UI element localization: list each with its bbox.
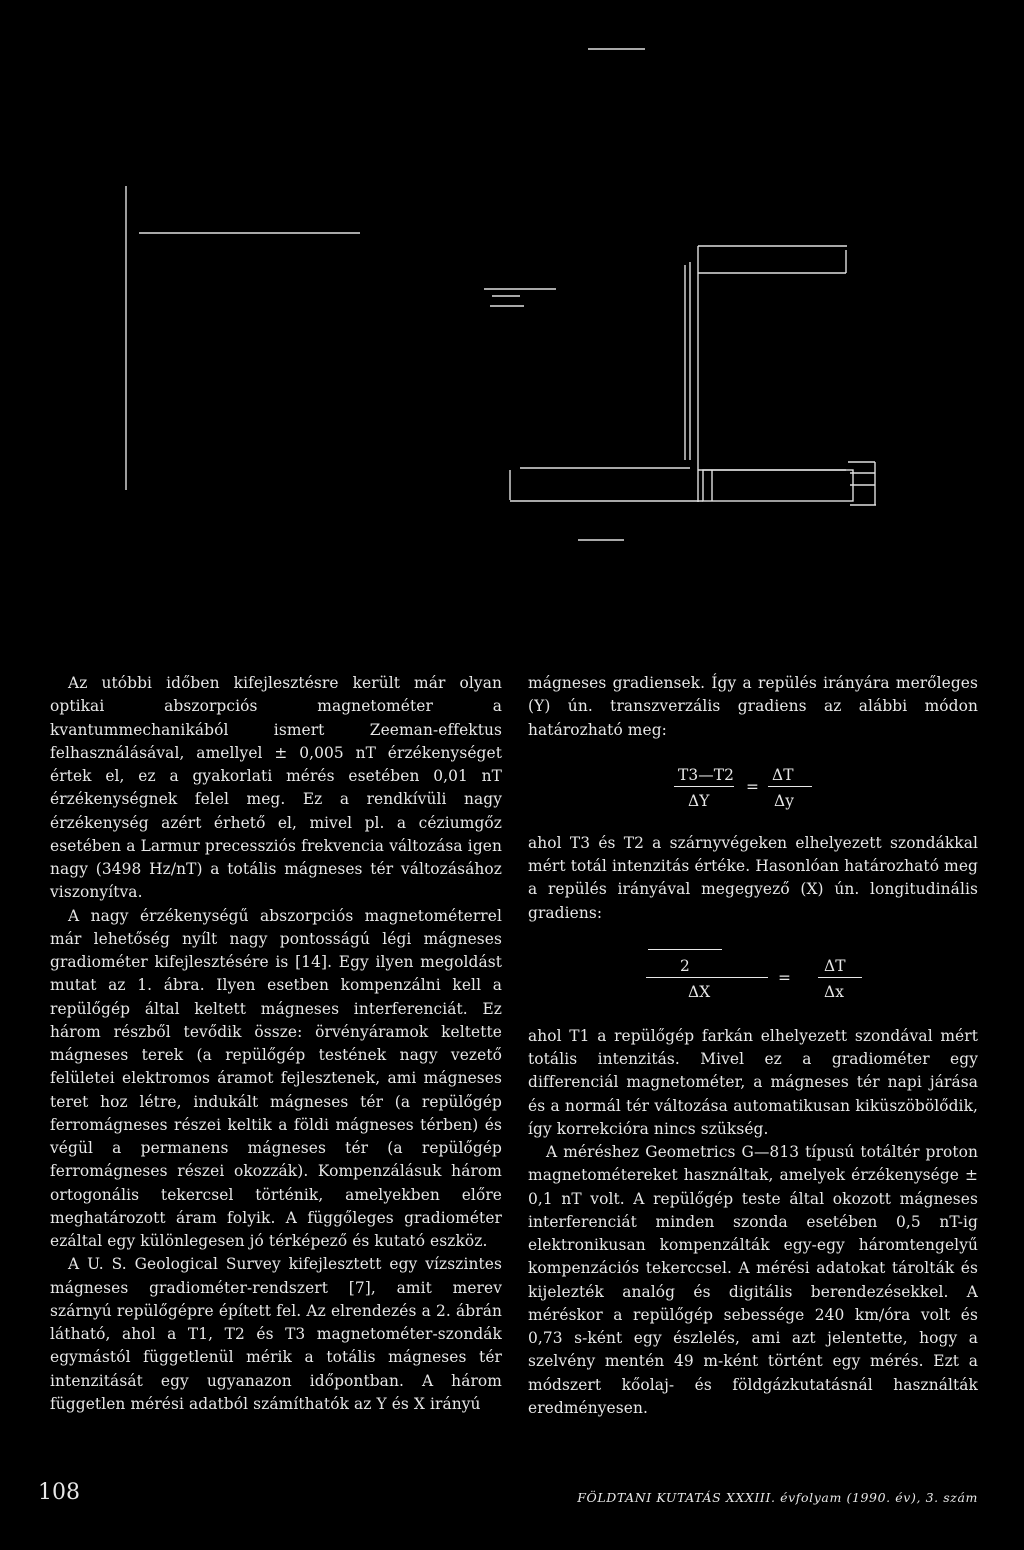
fraction-bar [674,786,734,787]
formula-denominator: Δx [824,982,844,1001]
figure-diagram [0,0,1024,640]
figure-box [703,470,853,501]
formula-equals: = [746,777,759,796]
formula-denominator: Δy [774,791,795,810]
formula-equals: = [778,968,791,987]
formula-denominator: ΔY [688,791,710,810]
paragraph: A méréshez Geometrics G—813 típusú totáltér proton magnetométereket használtak, amelyek érzékenysége ± 0,1 nT volt. A repülőgép teste által okozott mágneses interferenciát minden szonda esetében 0,5 nT-ig elektronikusan kompenzálták egy-egy háromtengelyű kompenzációs tekerccsel. A mérési adatokat tárolták és kijelezték analóg és digitális berendezésekkel. A méréskor a repülőgép sebessége 240 km/óra volt és 0,73 s-ként egy észlelés, ami azt jelentette, hogy a szelvény mentén 49 m-ként történt egy mérés. Ezt a módszert kőolaj- és földgázkutatásnál használták eredményesen. [528,1143,978,1417]
paragraph: ahol T1 a repülőgép farkán elhelyezett szondával mért totális intenzitás. Mivel ez a gradiométer egy differenciál magnetométer, a mágneses tér napi járása és a normál tér változása automatikusan kiküszöbölődik, így korrekcióra nincs szükség. [528,1026,978,1138]
longitudinal-gradient-formula [528,945,978,1019]
paragraph: mágneses gradiensek. Így a repülés irányára merőleges (Y) ún. transzverzális gradiens az alábbi módon határozható meg: [528,674,978,739]
formula-numerator: 2 [680,956,690,975]
paragraph: ahol T3 és T2 a szárnyvégeken elhelyezett szondákkal mért totál intenzitás értéke. Hasonlóan határozható meg a repülés irányával megegyező (X) ún. longitudinális gradiens: [528,833,978,922]
journal-citation: FÖLDTANI KUTATÁS XXXIII. évfolyam (1990. év), 3. szám [577,1490,978,1505]
paragraph: A U. S. Geological Survey kifejlesztett egy vízszintes mágneses gradiométer-rendszert [7], amit merev szárnyú repülőgépre épített fel. Az elrendezés a 2. ábrán látható, ahol a T1, T2 és T3 magnetométer-szondák egymástól függetlenül mérik a totális mágneses tér intenzitását egy ugyanazon időpontban. A három független mérési adatból számíthatók az Y és X irányú [50,1255,502,1413]
formula-numerator: ΔT [772,765,794,784]
left-column [50,672,502,1416]
right-column [528,672,978,1420]
fraction-bar [768,786,812,787]
fraction-bar [818,977,862,978]
formula-numerator: T3—T2 [678,765,735,784]
formula-numerator: ΔT [824,956,846,975]
paragraph: A nagy érzékenységű abszorpciós magnetométerrel már lehetőség nyílt nagy pontosságú légi mágneses gradiométer kifejlesztésére is [14]. Egy ilyen megoldást mutat az 1. ábra. Ilyen esetben kompenzálni kell a repülőgép által keltett mágneses interferenciát. Ez három részből tevődik össze: örvényáramok keltette mágneses terek (a repülőgép testének nagy vezető felületei elektromos áramot fejlesztenek, ami mágneses teret hoz létre, indukált mágneses tér (a repülőgép ferromágneses részei keltik a földi mágneses térben) és végül a permanens mágneses tér (a repülőgép ferromágneses részei okozzák). Kompenzálásuk három ortogonális tekercsel történik, amelyekben előre meghatározott áram folyik. A függőleges gradiométer ezáltal egy különlegesen jó térképező és kutató eszköz. [50,906,502,1250]
overline [648,949,722,950]
transverse-gradient-formula [528,756,978,826]
formula-denominator: ΔX [688,982,711,1001]
fraction-bar [646,977,768,978]
paragraph: Az utóbbi időben kifejlesztésre került már olyan optikai abszorpciós magnetométer a kvantummechanikából ismert Zeeman-effektus felhasználásával, amellyel ± 0,005 nT érzékenységet értek el, ez a gyakorlati mérés esetében 0,01 nT érzékenységnek felel meg. Ez a rendkívüli nagy érzékenység azért érhető el, mivel pl. a céziumgőz esetében a Larmur precessziós frekvencia változása igen nagy (3498 Hz/nT) a totális mágneses tér változásához viszonyítva. [50,674,502,902]
page-number: 108 [38,1480,80,1505]
